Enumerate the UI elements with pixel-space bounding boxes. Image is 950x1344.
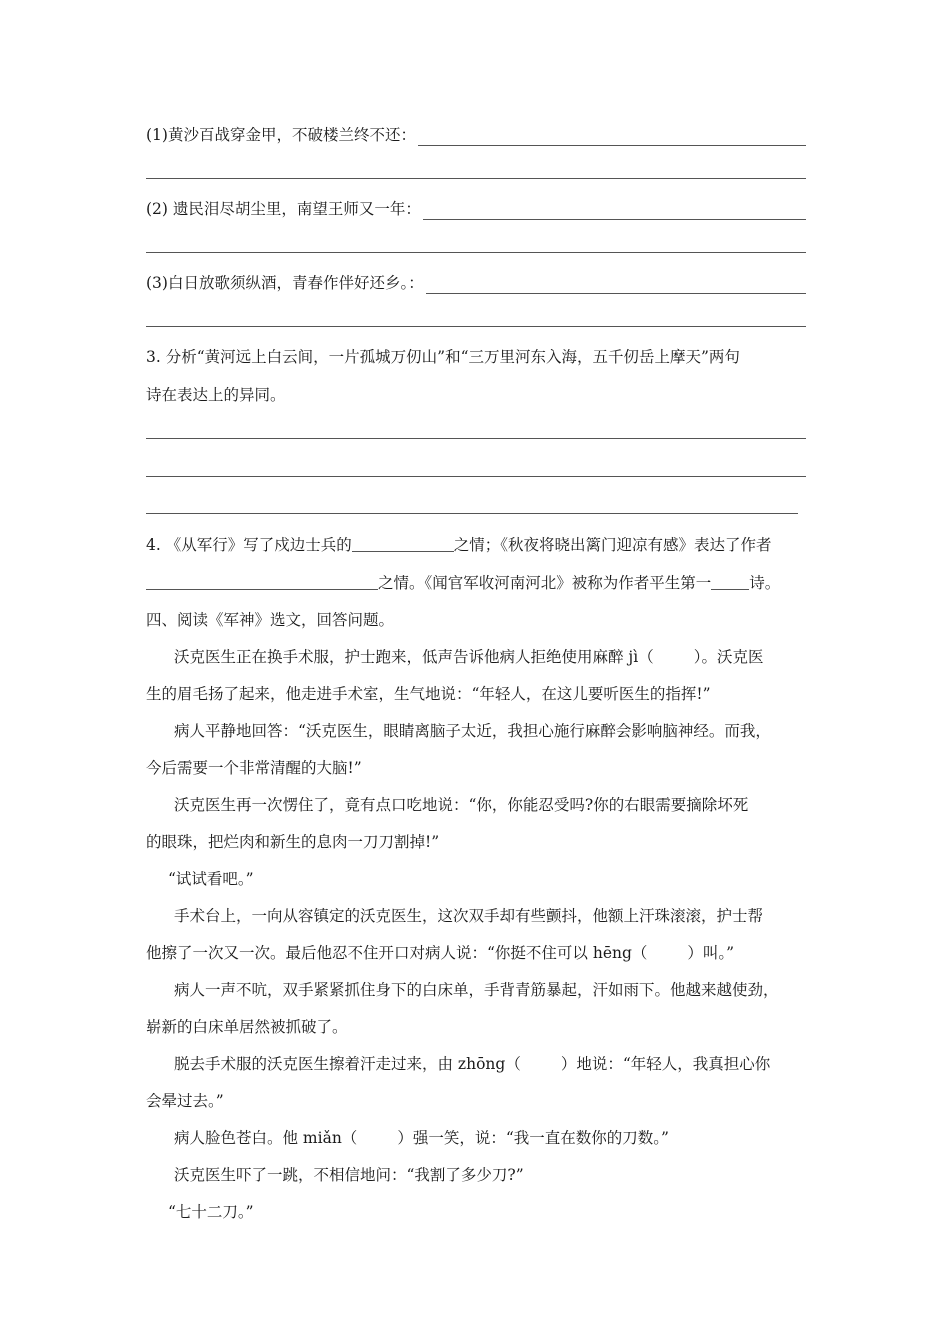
passage-line: 会晕过去。”	[146, 1092, 224, 1110]
passage-line: 病人一声不吭，双手紧紧抓住身下的白床单，手背青筋暴起，汗如雨下。他越来越使劲，	[174, 981, 779, 999]
question-4-part-a: 4. 《从军行》写了戍边士兵的	[146, 536, 352, 554]
blank-emotion-2[interactable]	[146, 574, 378, 590]
passage-line: 的眼珠，把烂肉和新生的息肉一刀刀割掉!”	[146, 833, 440, 851]
question-4-part-b: 之情；《秋夜将晓出篱门迎凉有感》表达了作者	[453, 536, 772, 554]
passage-line	[146, 935, 810, 972]
passage-line: “七十二刀。”	[168, 1203, 254, 1221]
question-4-part-c: 之情。《闻官军收河南河北》被称为作者平生第一	[378, 574, 712, 592]
answer-field-2[interactable]	[423, 203, 806, 220]
poem-question-3	[146, 272, 806, 294]
answer-line-q3-3[interactable]	[146, 513, 798, 514]
passage-line: 沃克医生吓了一跳，不相信地问：“我割了多少刀?”	[174, 1166, 524, 1184]
passage-text: ）地说：“年轻人，我真担心你	[560, 1055, 771, 1073]
poem-label-2: (2) 遗民泪尽胡尘里，南望王师又一年：	[146, 200, 421, 218]
answer-line-1b[interactable]	[146, 178, 806, 179]
passage-text: 病人脸色苍白。他 miǎn（	[174, 1129, 358, 1147]
passage-text: 沃克医生正在换手术服，护士跑来，低声告诉他病人拒绝使用麻醉 jì（	[174, 648, 654, 666]
answer-line-q3-2[interactable]	[146, 476, 806, 477]
passage-line: 沃克医生再一次愣住了，竟有点口吃地说：“你，你能忍受吗?你的右眼需要摘除坏死	[174, 796, 749, 814]
answer-field-1[interactable]	[418, 129, 806, 146]
passage-line: 手术台上，一向从容镇定的沃克医生，这次双手却有些颤抖，他额上汗珠滚滚，护士帮	[174, 907, 764, 925]
passage-text: ）叫。”	[687, 944, 735, 962]
answer-line-q3-1[interactable]	[146, 438, 806, 439]
blank-poem-type[interactable]	[711, 574, 749, 590]
blank-emotion-1[interactable]	[352, 536, 454, 552]
passage-line	[146, 1046, 810, 1083]
answer-field-3[interactable]	[426, 277, 806, 294]
poem-question-2	[146, 198, 806, 220]
passage-line: “试试看吧。”	[168, 870, 254, 888]
passage-line: 病人平静地回答：“沃克医生，眼睛离脑子太近，我担心施行麻醉会影响脑神经。而我，	[174, 722, 771, 740]
answer-line-2b[interactable]	[146, 252, 806, 253]
passage-text: 他擦了一次又一次。最后他忍不住开口对病人说：“你挺不住可以 hēng（	[146, 944, 648, 962]
answer-line-3b[interactable]	[146, 326, 806, 327]
passage-text: ）。沃克医	[693, 648, 764, 666]
passage-line	[146, 639, 810, 676]
question-3-line-2: 诗在表达上的异同。	[146, 386, 286, 404]
section-heading: 四、阅读《军神》选文，回答问题。	[146, 611, 395, 629]
poem-label-3: (3)白日放歌须纵酒，青春作伴好还乡。：	[146, 274, 424, 292]
passage-text: ）强一笑，说：“我一直在数你的刀数。”	[397, 1129, 669, 1147]
passage-line: 生的眉毛扬了起来，他走进手术室，生气地说：“年轻人，在这儿要听医生的指挥!”	[146, 685, 711, 703]
question-4-line-1	[146, 534, 806, 556]
reading-passage	[146, 639, 810, 1231]
poem-question-1	[146, 124, 806, 146]
question-4-line-2	[146, 572, 806, 594]
passage-line: 崭新的白床单居然被抓破了。	[146, 1018, 348, 1036]
passage-text: 脱去手术服的沃克医生擦着汗走过来，由 zhōng（	[174, 1055, 521, 1073]
passage-line: 今后需要一个非常清醒的大脑!”	[146, 759, 362, 777]
question-4-part-d: 诗。	[749, 574, 781, 592]
question-3-line-1: 3. 分析“黄河远上白云间，一片孤城万仞山”和“三万里河东入海，五千仞岳上摩天”两句	[146, 348, 740, 366]
poem-label-1: (1)黄沙百战穿金甲，不破楼兰终不还：	[146, 126, 416, 144]
passage-line	[146, 1120, 810, 1157]
